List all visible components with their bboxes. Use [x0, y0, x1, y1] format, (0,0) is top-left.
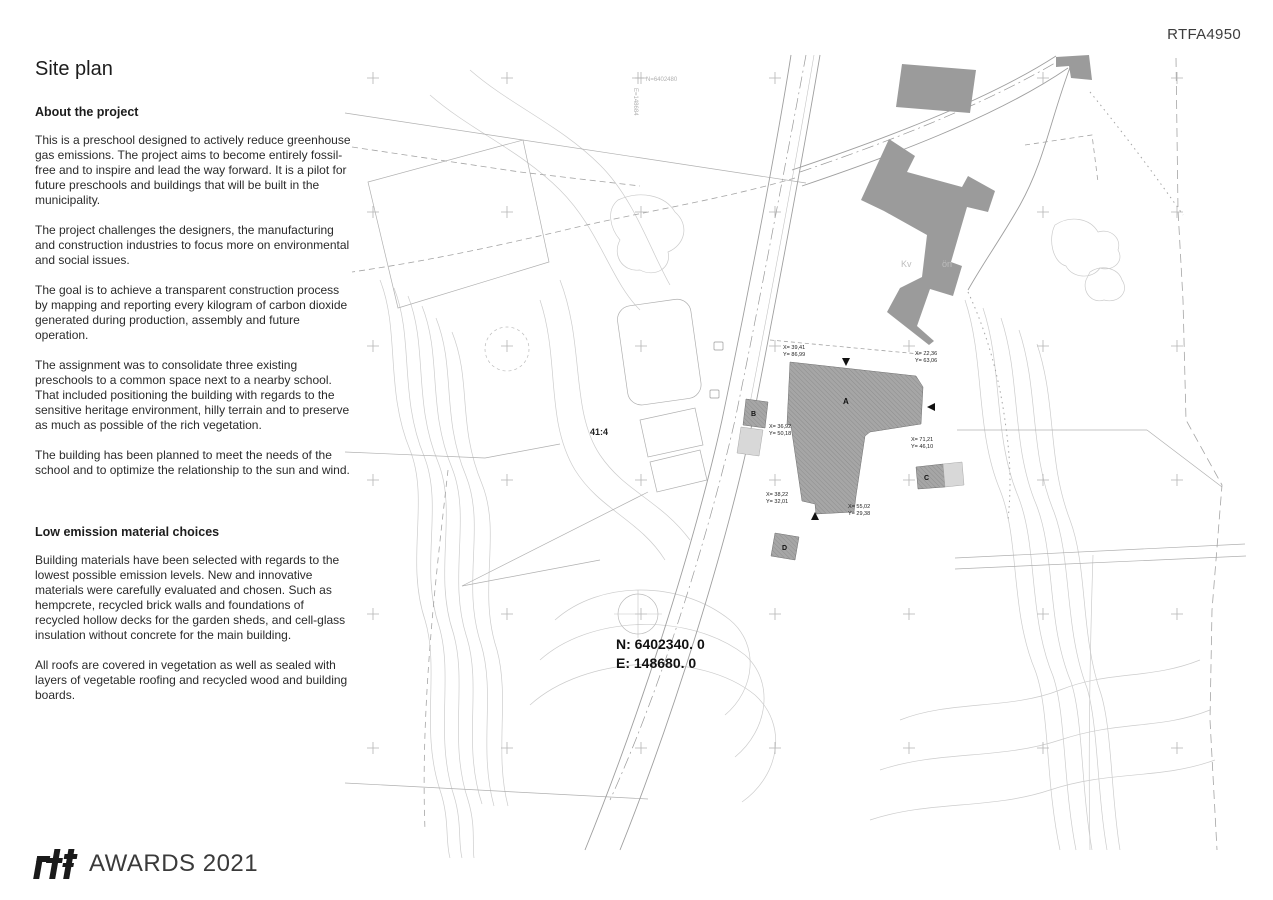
block-label-kv: Kv [901, 259, 912, 269]
coord-y-6: Y= 29,38 [848, 511, 871, 517]
page-title: Site plan [35, 58, 113, 80]
building-a-label: A [843, 397, 849, 406]
building-d-label: D [782, 545, 788, 552]
survey-cross [769, 206, 781, 218]
survey-cross [903, 340, 915, 352]
about-paragraph: The assignment was to consolidate three existing preschools to a common space next to a nearby school. That included positioning the building with regards to the sensitive heritage environment, hilly terrain and to preserve as much as possible of the rich vegetation. [35, 358, 350, 432]
survey-cross [1037, 474, 1049, 486]
coord-y-4: Y= 46,10 [911, 444, 934, 450]
building-b-label: B [751, 411, 757, 418]
building-b-annex [737, 427, 763, 456]
triangle-marker-left [927, 403, 935, 411]
coord-x-3: X= 36,92 [769, 424, 792, 430]
awards-label: AWARDS 2021 [89, 850, 259, 877]
survey-cross [367, 72, 379, 84]
survey-cross [635, 742, 647, 754]
about-paragraph: The building has been planned to meet the needs of the school and to optimize the relationship to the sun and wind. [35, 448, 350, 477]
survey-cross [1171, 742, 1183, 754]
survey-cross [367, 474, 379, 486]
survey-cross [769, 608, 781, 620]
survey-cross [1171, 72, 1183, 84]
grid-north-label: N=6402480 [646, 77, 678, 83]
site-plan-map [340, 50, 1273, 860]
triangle-marker-down [842, 358, 850, 366]
survey-cross [367, 340, 379, 352]
survey-cross [367, 608, 379, 620]
materials-paragraph: All roofs are covered in vegetation as well as sealed with layers of vegetable roofing and recycled wood and building boards. [35, 658, 348, 702]
building-c-label: C [924, 475, 930, 482]
survey-cross [903, 608, 915, 620]
site-plan-drawing [340, 50, 1273, 860]
coord-x-2: X= 72,36 [915, 351, 938, 357]
document-code: RTFA4950 [1167, 26, 1241, 43]
survey-cross [1171, 206, 1183, 218]
origin-east-label: E: 148680. 0 [616, 655, 697, 671]
survey-cross [635, 340, 647, 352]
survey-cross [903, 742, 915, 754]
survey-cross [501, 206, 513, 218]
survey-cross [769, 340, 781, 352]
text-column [35, 58, 351, 718]
survey-cross [367, 742, 379, 754]
materials-paragraph: Building materials have been selected with regards to the lowest possible emission levels. New and innovative materials were carefully evaluated and chosen. Such as hempcrete, recycled brick walls and foundations of recycled hollow decks for the garden sheds, and cell-glass insulation without concrete for the main building. [35, 553, 346, 642]
school-building [861, 139, 995, 345]
survey-cross [501, 340, 513, 352]
survey-cross-grid [367, 72, 1183, 754]
coord-x-1: X= 39,41 [783, 345, 806, 351]
block-label-on: ön [942, 259, 953, 269]
about-paragraph: This is a preschool designed to actively reduce greenhouse gas emissions. The project aims to become entirely fossil-free and to inspire and lead the way forward. It is a pilot for future preschools and buildings that will be built in the municipality. [35, 133, 351, 207]
annex-building [896, 64, 976, 113]
survey-cross [501, 72, 513, 84]
survey-cross [1037, 206, 1049, 218]
survey-cross [501, 742, 513, 754]
survey-cross [367, 206, 379, 218]
survey-cross [1171, 474, 1183, 486]
survey-cross [1171, 608, 1183, 620]
survey-circles [485, 327, 662, 638]
survey-cross [769, 742, 781, 754]
coord-y-3: Y= 50,18 [769, 431, 792, 437]
coord-x-4: X= 71,21 [911, 437, 934, 443]
survey-cross [769, 474, 781, 486]
building-a-shape [787, 362, 923, 514]
rtf-logo-icon [33, 846, 79, 882]
grid-east-label: E=148684 [632, 88, 638, 116]
about-paragraph: The project challenges the designers, the manufacturing and construction industries to focus more on environmental and social issues. [35, 223, 350, 267]
about-paragraph: The goal is to achieve a transparent construction process by mapping and reporting every kilogram of carbon dioxide generated during production, assembly and future operation. [35, 283, 348, 342]
coord-x-5: X= 38,22 [766, 492, 789, 498]
coord-x-6: X= 55,02 [848, 504, 871, 510]
survey-cross [501, 474, 513, 486]
survey-cross [1037, 608, 1049, 620]
coord-y-5: Y= 32,01 [766, 499, 789, 505]
section-heading-about: About the project [35, 105, 139, 119]
building-c-annex [943, 462, 964, 487]
footer [33, 846, 258, 882]
survey-cross [635, 206, 647, 218]
new-buildings [737, 362, 964, 560]
survey-cross [903, 474, 915, 486]
building-c-shape [916, 464, 945, 489]
survey-cross [1037, 72, 1049, 84]
section-heading-materials: Low emission material choices [35, 525, 220, 539]
coord-y-1: Y= 86,99 [783, 352, 806, 358]
boundary-lines [352, 58, 1222, 850]
origin-north-label: N: 6402340. 0 [616, 636, 705, 652]
survey-cross [635, 474, 647, 486]
coord-y-2: Y= 63,06 [915, 358, 938, 364]
survey-cross [769, 72, 781, 84]
survey-cross [1171, 340, 1183, 352]
survey-cross [501, 608, 513, 620]
corner-building [1056, 55, 1092, 80]
parcel-label: 41:4 [590, 427, 609, 437]
grid-cross [632, 72, 644, 84]
